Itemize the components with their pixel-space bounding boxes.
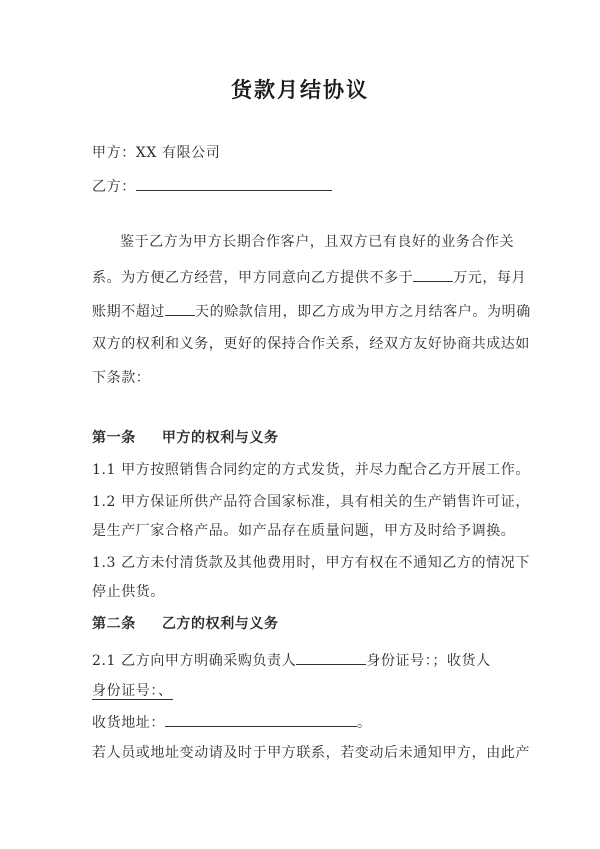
party-b-blank bbox=[136, 175, 332, 191]
clause-1-2-line-2: 是生产厂家合格产品。如产品存在质量问题，甲方及时给予调换。 bbox=[92, 523, 516, 539]
article-1-number: 第一条 bbox=[92, 430, 136, 446]
clause-2-1a: 2.1 乙方向甲方明确采购负责人 bbox=[92, 653, 297, 669]
clause-2-1-line-1 bbox=[92, 649, 491, 671]
amount-blank bbox=[413, 266, 453, 282]
preamble-line-2 bbox=[92, 266, 526, 288]
preamble-line-3 bbox=[92, 300, 531, 322]
article-2-title: 乙方的权利与义务 bbox=[161, 616, 279, 632]
address-label: 收货地址： bbox=[92, 715, 165, 731]
preamble-line-3a: 账期不超过 bbox=[92, 304, 165, 320]
clause-1-2-line-1: 1.2 甲方保证所供产品符合国家标准，具有相关的生产销售许可证， bbox=[92, 494, 530, 510]
party-b-line bbox=[92, 175, 332, 197]
clause-2-1-line-2 bbox=[92, 681, 173, 701]
address-blank bbox=[165, 711, 357, 727]
preamble-line-2a: 系。为方便乙方经营，甲方同意向乙方提供不多于 bbox=[92, 270, 414, 286]
party-b-label: 乙方： bbox=[92, 179, 136, 195]
article-2-number: 第二条 bbox=[92, 616, 136, 632]
receiver-id-label: 身份证号：、 bbox=[92, 683, 173, 699]
preamble-line-2b: 万元，每月 bbox=[453, 270, 527, 286]
article-1-title: 甲方的权利与义务 bbox=[161, 430, 279, 446]
purchaser-blank bbox=[296, 649, 366, 665]
article-2-heading bbox=[92, 614, 279, 634]
article-1-heading bbox=[92, 428, 279, 448]
clause-1-3-line-1: 1.3 乙方未付清货款及其他费用时，甲方有权在不通知乙方的情况下 bbox=[92, 555, 530, 571]
clause-1-1: 1.1 甲方按照销售合同约定的方式发货，并尽力配合乙方开展工作。 bbox=[92, 462, 530, 478]
days-blank bbox=[165, 300, 195, 316]
document-title: 货款月结协议 bbox=[231, 77, 369, 102]
clause-2-last-line: 若人员或地址变动请及时于甲方联系，若变动后未通知甲方，由此产 bbox=[92, 745, 530, 761]
clause-2-1b: 身份证号：；收货人 bbox=[366, 653, 491, 669]
preamble-line-1: 鉴于乙方为甲方长期合作客户，且双方已有良好的业务合作关 bbox=[120, 234, 515, 250]
preamble-line-3b: 天的赊款信用，即乙方成为甲方之月结客户。为明确 bbox=[195, 304, 531, 320]
address-end: 。 bbox=[357, 715, 372, 731]
preamble-line-4: 双方的权利和义务，更好的保持合作关系，经双方友好协商共成达如 bbox=[92, 336, 530, 352]
address-line bbox=[92, 711, 372, 733]
clause-1-3-line-2: 停止供货。 bbox=[92, 584, 165, 600]
party-a-line: 甲方：XX 有限公司 bbox=[92, 145, 221, 161]
preamble-line-5: 下条款： bbox=[92, 370, 151, 386]
